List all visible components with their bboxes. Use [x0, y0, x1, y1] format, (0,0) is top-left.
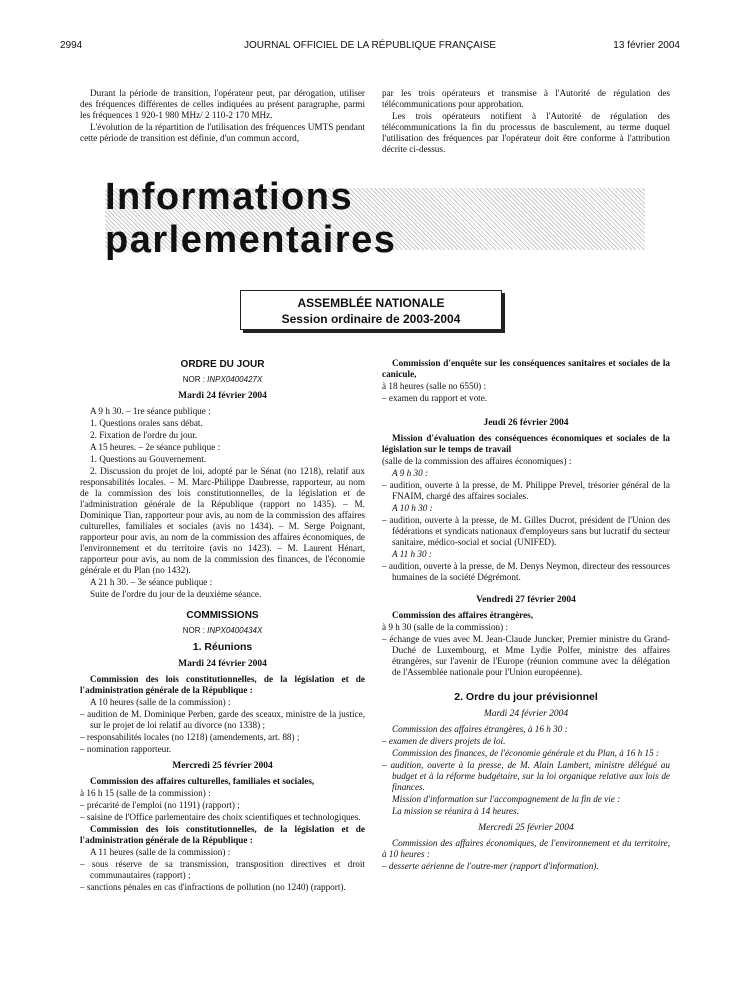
ordre-du-jour-title: ORDRE DU JOUR [180, 359, 265, 370]
nor-label: NOR : [182, 375, 205, 384]
paragraph: par les trois opérateurs et transmise à l'Autorité de régulation des télécommunications pour approbation. [382, 88, 670, 109]
agenda-item: – examen du rapport et vote. [382, 393, 488, 403]
left-column [80, 355, 365, 894]
agenda-item: – sanctions pénales en cas d'infractions de pollution (no 1240) (rapport). [80, 882, 346, 892]
journal-title: JOURNAL OFFICIEL DE LA RÉPUBLIQUE FRANÇAISE [243, 40, 497, 51]
mission-name: Mission d'évaluation des conséquences économiques et sociales de la législation sur le temps de travail [382, 433, 670, 454]
commission-name: Commission des lois constitutionnelles, de la législation et de l'administration générale de la République : [80, 824, 365, 845]
banner-title: Informations parlementaires [105, 176, 397, 261]
agenda-item: – responsabilités locales (no 1218) (amendements, art. 88) ; [80, 732, 300, 742]
agenda-item: – audition, ouverte à la presse, de M. Gilles Ducrot, président de l'Union des fédérations et syndicats nationaux d'employeurs sans but lucratif du secteur sanitaire, médico-social et social (UNIFED). [382, 515, 670, 547]
top-left-column [80, 88, 365, 145]
commission-name: Commission des finances, de l'économie générale et du Plan, à 16 h 15 : [392, 748, 660, 758]
agenda-item: 2. Discussion du projet de loi, adopté par le Sénat (no 1218), relatif aux responsabilités locales. – M. Marc-Philippe Daubresse, rapporteur, au nom de la commission des lois constitutionnelles, de la législation et de l'administration générale de la République (rapport no 1435). – M. Dominique Tian, rapporteur pour avis, au nom de la commission des affaires culturelles, familiales et sociales (avis no 1434). – M. Serge Poignant, rapporteur pour avis, au nom de la commission des affaires économiques, de l'environnement et du territoire (avis no 1423). – M. Laurent Hénart, rapporteur pour avis, au nom de la commission des finances, de l'économie générale et du Plan (no 1432). [80, 466, 365, 575]
meeting-place: (salle de la commission des affaires économiques) : [382, 456, 572, 466]
reunions-title: 1. Réunions [192, 641, 253, 653]
session-line: A 9 h 30. – 1re séance publique : [90, 406, 211, 416]
day-heading: Mardi 24 février 2004 [178, 659, 267, 669]
agenda-item: – audition, ouverte à la presse, de M. Denys Neymon, directeur des ressources humaines de la société Dégrémont. [382, 561, 670, 582]
agenda-item: – audition de M. Dominique Perben, garde des sceaux, ministre de la justice, sur le projet de loi relatif au divorce (no 1338) ; [80, 709, 365, 730]
meeting-time: A 11 h 30 : [392, 549, 432, 559]
day-heading: Vendredi 27 février 2004 [476, 595, 576, 605]
agenda-item: – nomination rapporteur. [80, 744, 172, 754]
commissions-title: COMMISSIONS [186, 610, 259, 621]
meeting-time: à 18 heures (salle no 6550) : [382, 381, 487, 391]
agenda-item: – sous réserve de sa transmission, transposition directives et droit communautaires (rapport) ; [80, 859, 365, 880]
day-heading: Mardi 24 février 2004 [483, 709, 569, 719]
commission-name: Commission des affaires étrangères, à 16 h 30 : [392, 724, 568, 734]
commission-name: Commission des affaires étrangères, [392, 610, 534, 620]
agenda-item: – précarité de l'emploi (no 1191) (rapport) ; [80, 800, 240, 810]
meeting-time: A 9 h 30 : [392, 468, 429, 478]
commission-name: Commission d'enquête sur les conséquences sanitaires et sociales de la canicule, [382, 358, 670, 379]
top-right-column [382, 88, 670, 156]
assembly-name: ASSEMBLÉE NATIONALE [297, 296, 445, 310]
session-line: A 15 heures. – 2e séance publique : [90, 442, 221, 452]
paragraph: Durant la période de transition, l'opérateur peut, par dérogation, utiliser des fréquences différentes de celles indiquées au présent paragraphe, parmi les fréquences 1 920-1 980 MHz/ 2 110-2 170 MHz. [80, 88, 365, 120]
mission-name: Mission d'information sur l'accompagnement de la fin de vie : [392, 794, 621, 804]
agenda-item: – desserte aérienne de l'outre-mer (rapport d'information). [382, 861, 599, 871]
agenda-item: 1. Questions au Gouvernement. [90, 454, 207, 464]
meeting-time: A 10 heures (salle de la commission) : [90, 697, 231, 707]
paragraph: L'évolution de la répartition de l'utilisation des fréquences UMTS pendant cette période de transition est définie, d'un commun accord, [80, 122, 365, 143]
agenda-item: – examen de divers projets de loi. [382, 736, 506, 746]
day-heading: Jeudi 26 février 2004 [483, 418, 569, 428]
commission-name: Commission des affaires économiques, de l'environnement et du territoire, à 10 heures : [382, 838, 670, 859]
agenda-item: – audition, ouverte à la presse, de M. Alain Lambert, ministre délégué au budget et à la réforme budgétaire, sur la loi organique relative aux lois de finances. [382, 760, 670, 792]
commission-name: Commission des lois constitutionnelles, de la législation et de l'administration générale de la République : [80, 674, 365, 695]
session-line: A 21 h 30. – 3e séance publique : [90, 577, 213, 587]
page-number: 2994 [60, 40, 83, 51]
meeting-time: A 10 h 30 : [392, 503, 433, 513]
nor-line [80, 374, 365, 385]
session-name: Session ordinaire de 2003-2004 [281, 312, 461, 326]
nor-line [80, 625, 365, 636]
issue-date: 13 février 2004 [613, 40, 680, 51]
nor-code: INPX0400434X [207, 626, 263, 635]
agenda-item: Suite de l'ordre du jour de la deuxième séance. [90, 589, 262, 599]
right-column [382, 358, 670, 873]
commission-name: Commission des affaires culturelles, familiales et sociales, [90, 776, 315, 786]
agenda-item: 1. Questions orales sans débat. [90, 418, 203, 428]
day-heading: Mardi 24 février 2004 [178, 391, 267, 401]
agenda-item: 2. Fixation de l'ordre du jour. [90, 430, 198, 440]
page-header [60, 40, 680, 54]
nor-label: NOR : [182, 626, 205, 635]
paragraph: Les trois opérateurs notifient à l'Autorité de régulation des télécommunications la fin du processus de basculement, au terme duquel l'utilisation des fréquences par l'opérateur doit être conforme à l'attribution décrite ci-dessus. [382, 111, 670, 154]
meeting-time: à 16 h 15 (salle de la commission) : [80, 788, 211, 798]
agenda-item: – échange de vues avec M. Jean-Claude Juncker, Premier ministre du Grand-Duché de Luxembourg, et Mme Lydie Polfer, ministre des affaires étrangères, sur l'avenir de l'Europe (réunion commune avec la délégation de l'Assemblée nationale pour l'Union européenne). [382, 634, 670, 677]
meeting-time: à 9 h 30 (salle de la commission) : [382, 622, 509, 632]
day-heading: Mercredi 25 février 2004 [478, 823, 574, 833]
agenda-item: – audition, ouverte à la presse, de M. Philippe Prevel, trésorier général de la FNAIM, chargé des affaires sociales. [382, 480, 670, 501]
meeting-time: La mission se réunira à 14 heures. [392, 806, 520, 816]
previsional-agenda-title: 2. Ordre du jour prévisionnel [454, 691, 598, 703]
day-heading: Mercredi 25 février 2004 [172, 761, 273, 771]
agenda-item: – saisine de l'Office parlementaire des choix scientifiques et technologiques. [80, 812, 361, 822]
section-banner [105, 176, 645, 261]
nor-code: INPX0400427X [207, 375, 263, 384]
meeting-time: A 11 heures (salle de la commission) : [90, 847, 231, 857]
assembly-box [240, 290, 502, 330]
